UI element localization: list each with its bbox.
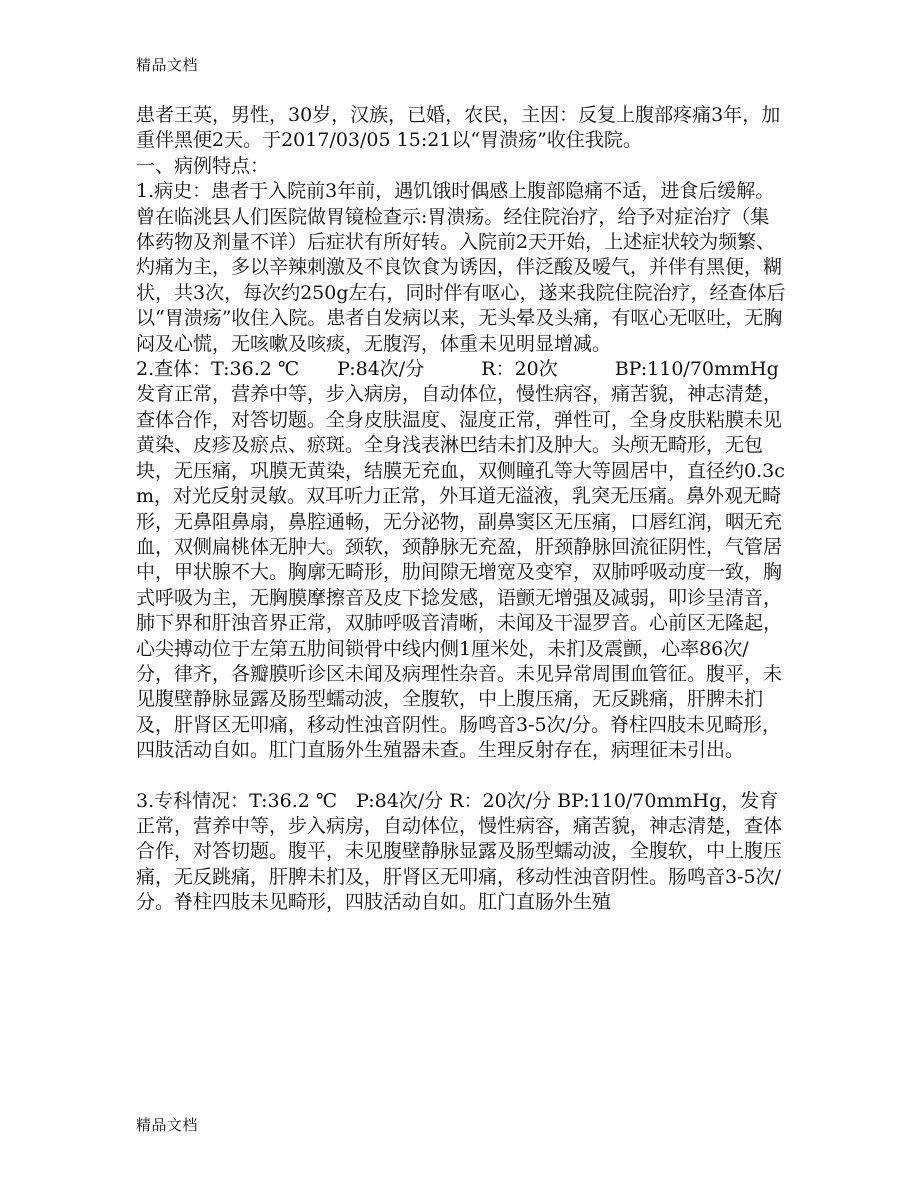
physical-exam-vitals: 2.查体：T:36.2 ℃ P:84次/分 R：20次 BP:110/70mmHg [136,358,779,381]
paragraph-spacer [136,764,786,789]
document-body [136,103,786,916]
case-features-heading: 一、病例特点： [136,154,270,177]
specialty-findings-paragraph: 3.专科情况：T:36.2 ℃ P:84次/分 R：20次/分 BP:110/70mmHg，发育正常，营养中等，步入病房，自动体位，慢性病容，痛苦貌，神志清楚，查体合作，对答切题。腹平，未见腹壁静脉显露及肠型蠕动波，全腹软，中上腹压痛，无反跳痛，肝脾未扪及，肝肾区无叩痛，移动性浊音阴性。肠鸣音3-5次/分。脊柱四肢未见畸形，四肢活动自如。肛门直肠外生殖 [136,789,783,914]
page-footer-label: 精品文档 [136,1116,199,1134]
medical-history-paragraph: 1.病史：患者于入院前3年前，遇饥饿时偶感上腹部隐痛不适，进食后缓解。曾在临洮县人们医院做胃镜检查示:胃溃疡。经住院治疗，给予对症治疗（集体药物及剂量不详）后症状有所好转。入院前2天开始，上述症状较为频繁、灼痛为主，多以辛辣刺激及不良饮食为诱因，伴泛酸及嗳气，并伴有黑便，糊状，共3次，每次约250g左右，同时伴有呕心，遂来我院住院治疗，经查体后以“胃溃疡”收住入院。患者自发病以来，无头晕及头痛，有呕心无呕吐，无胸闷及心慌，无咳嗽及咳痰，无腹泻，体重未见明显增减。 [136,180,786,355]
page-header-label: 精品文档 [136,56,199,74]
physical-exam-paragraph: 发育正常，营养中等，步入病房，自动体位，慢性病容，痛苦貌，神志清楚，查体合作，对答切题。全身皮肤温度、湿度正常，弹性可，全身皮肤粘膜未见黄染、皮疹及瘀点、瘀斑。全身浅表淋巴结未扪及肿大。头颅无畸形，无包块，无压痛，巩膜无黄染，结膜无充血，双侧瞳孔等大等圆居中，直径约0.3cm，对光反射灵敏。双耳听力正常，外耳道无溢液，乳突无压痛。鼻外观无畸形，无鼻阻鼻扇，鼻腔通畅，无分泌物，副鼻窦区无压痛，口唇红润，咽无充血，双侧扁桃体无肿大。颈软，颈静脉无充盈，肝颈静脉回流征阴性，气管居中，甲状腺不大。胸廓无畸形，肋间隙无增宽及变窄，双肺呼吸动度一致，胸式呼吸为主，无胸膜摩擦音及皮下捻发感，语颤无增强及减弱，叩诊呈清音，肺下界和肝浊音界正常，双肺呼吸音清晰，未闻及干湿罗音。心前区无隆起，心尖搏动位于左第五肋间锁骨中线内侧1厘米处，未扪及震颤，心率86次/分，律齐，各瓣膜听诊区未闻及病理性杂音。未见异常周围血管征。腹平，未见腹壁静脉显露及肠型蠕动波，全腹软，中上腹压痛，无反跳痛，肝脾未扪及，肝肾区无叩痛，移动性浊音阴性。肠鸣音3-5次/分。脊柱四肢未见畸形，四肢活动自如。肛门直肠外生殖器未查。生理反射存在，病理征未引出。 [136,383,785,762]
patient-intro-paragraph: 患者王英，男性，30岁，汉族，已婚，农民，主因：反复上腹部疼痛3年，加重伴黑便2天。于2017/03/05 15:21以“胃溃疡”收住我院。 [136,104,781,152]
